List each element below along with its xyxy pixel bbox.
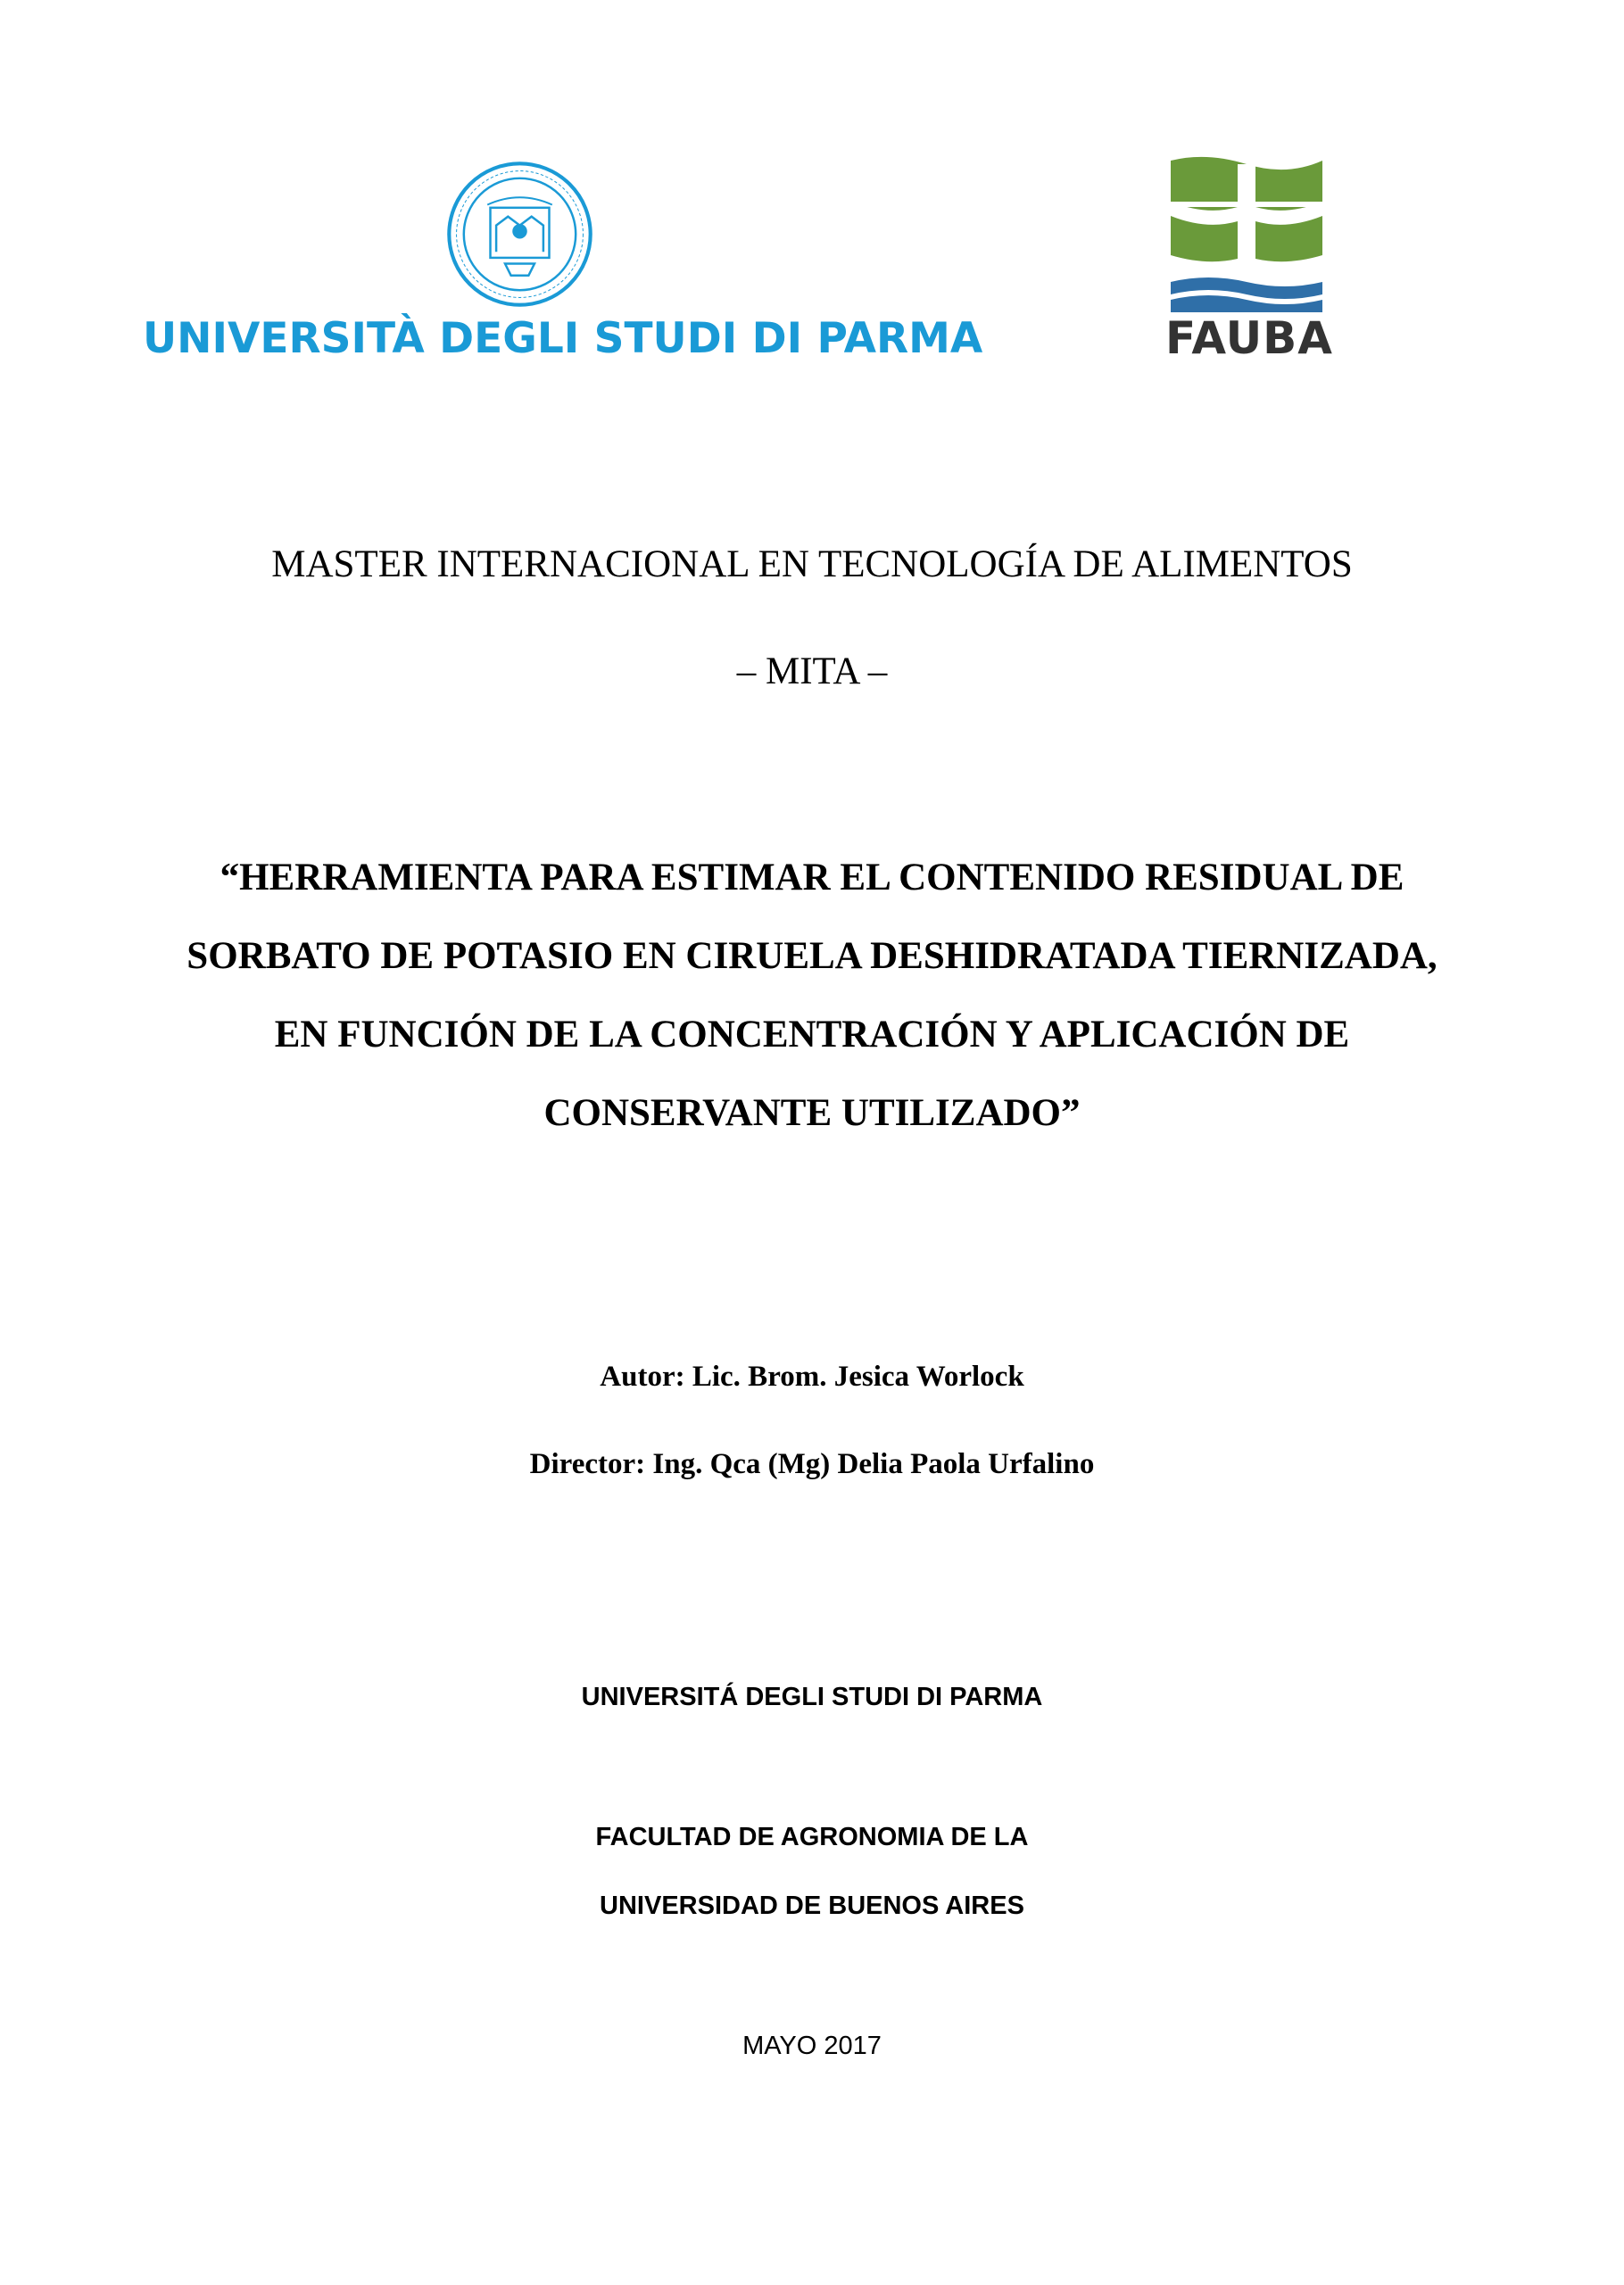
university-name: UNIVERSITÁ DEGLI STUDI DI PARMA: [581, 1683, 1043, 1711]
faculty-line-1: FACULTAD DE AGRONOMIA DE LA: [595, 1823, 1029, 1851]
thesis-title-line: CONSERVANTE UTILIZADO”: [543, 1092, 1081, 1134]
parma-wordmark: UNIVERSITÀ DEGLI STUDI DI PARMA: [143, 314, 983, 363]
program-title: MASTER INTERNACIONAL EN TECNOLOGÍA DE ALIMENTOS: [271, 543, 1353, 585]
thesis-title: [0, 839, 1624, 1153]
director-line: Director: Ing. Qca (Mg) Delia Paola Urfalino: [529, 1448, 1095, 1480]
fauba-wordmark: FAUBA: [1165, 312, 1333, 364]
thesis-title-line: “HERRAMIENTA PARA ESTIMAR EL CONTENIDO RESIDUAL DE: [220, 857, 1404, 898]
fauba-tree-logo: [1171, 152, 1322, 312]
thesis-title-line: SORBATO DE POTASIO EN CIRUELA DESHIDRATADA TIERNIZADA,: [186, 935, 1438, 977]
parma-seal-logo: [446, 161, 593, 308]
author-line: Autor: Lic. Brom. Jesica Worlock: [600, 1361, 1024, 1393]
document-date: MAYO 2017: [742, 2032, 882, 2060]
program-acronym: – MITA –: [736, 650, 888, 692]
thesis-title-line: EN FUNCIÓN DE LA CONCENTRACIÓN Y APLICACIÓN DE: [274, 1014, 1350, 1056]
faculty-line-2: UNIVERSIDAD DE BUENOS AIRES: [600, 1892, 1024, 1920]
